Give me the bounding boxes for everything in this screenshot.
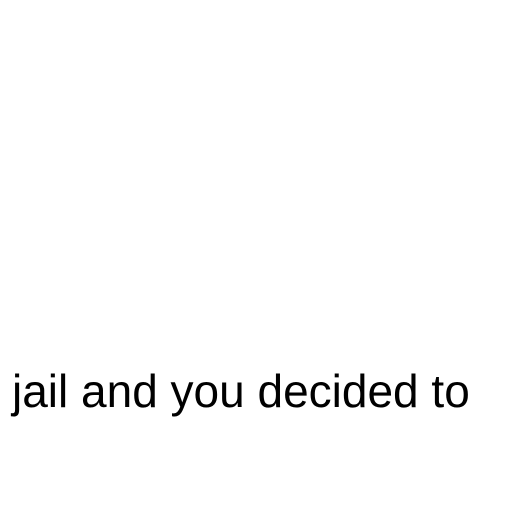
caption-text: jail and you decided to: [12, 365, 470, 417]
